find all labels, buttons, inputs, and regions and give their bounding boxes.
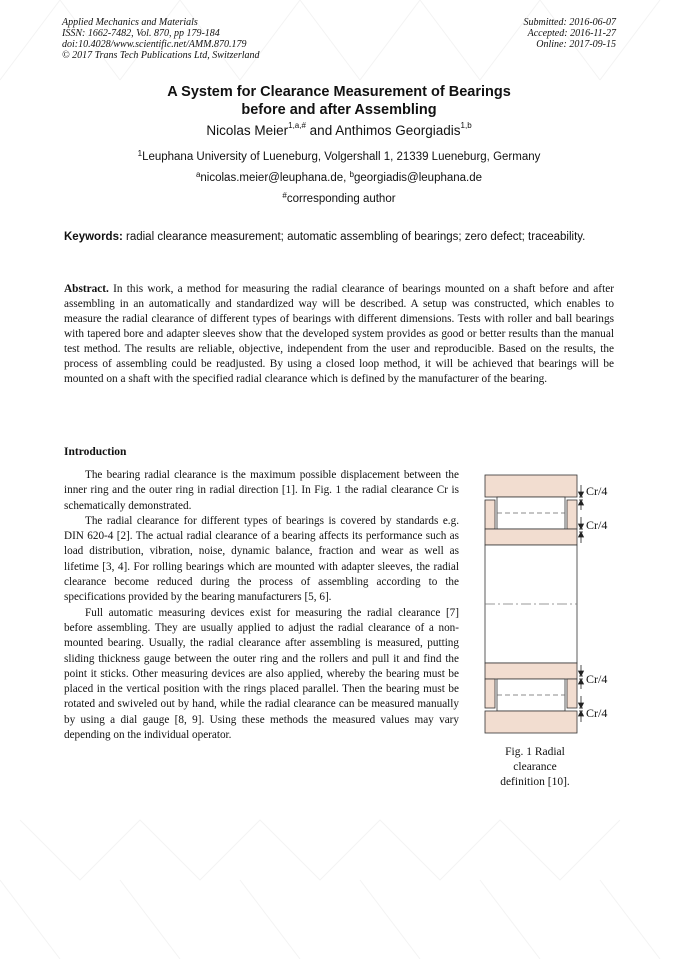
author-name: Nicolas Meier <box>206 123 289 138</box>
bearing-clearance-figure <box>483 473 623 735</box>
submitted-date: Submitted: 2016-06-07 <box>523 17 616 28</box>
clearance-label: Cr/4 <box>586 518 608 532</box>
dates-header <box>524 17 617 50</box>
section-heading: Introduction <box>64 446 127 458</box>
inner-ring-bottom <box>485 663 577 679</box>
author-name: Anthimos Georgiadis <box>335 123 461 138</box>
accepted-date: Accepted: 2016-11-27 <box>527 28 616 39</box>
email-link[interactable]: nicolas.meier@leuphana.de, <box>200 172 350 184</box>
inner-ring-flange <box>485 679 495 708</box>
figure-caption: Fig. 1 Radial clearance definition [10]. <box>500 746 570 788</box>
clearance-label: Cr/4 <box>586 484 608 498</box>
inner-ring-flange <box>567 679 577 708</box>
journal-issn: ISSN: 1662-7482, Vol. 870, pp 179-184 <box>62 28 220 39</box>
email-link[interactable]: georgiadis@leuphana.de <box>353 172 483 184</box>
outer-ring-top <box>485 475 577 497</box>
author-emails: $^a$nicolas.meier@leuphana.de, $^b$georgiadis@leuphana.de <box>195 170 483 184</box>
affiliation: $^1$Leuphana University of Lueneburg, Volgershall 1, 21339 Lueneburg, Germany <box>137 149 541 163</box>
inner-ring-flange <box>485 500 495 529</box>
paragraph: The radial clearance for different types of bearings is covered by standards e.g. DIN 620-4 [2]. The actual radial clearance of a bearing affects its performance such as load distribution, vibration, noise, dynamic balance, fraction and wear as well as lifetime [3, 4]. For rolling bearings which are mounted with adapter sleeves, the radial clearance become reduced during the process of assembling according to the specifications provided by the bearing manufacturers [5, 6]. <box>64 514 459 604</box>
inner-ring-top <box>485 529 577 545</box>
paragraph: The bearing radial clearance is the maximum possible displacement between the inner ring and the outer ring in radial direction [1]. In Fig. 1 the radial clearance Cr is schematically demonstrated. <box>64 469 459 512</box>
abstract: Abstract. In this work, a method for measuring the radial clearance of bearings mounted on a shaft before and after assembling in an automatically and standardized way will be described. A setup was constructed, which enables to measure the radial clearance of different types of bearings with different dimensions. Tests with roller and ball bearings with tapered bore and adapter sleeves show that the developed system provides as good or better results than the manual test method. The results are reliable, objective, independent from the user and reproducible. Based on the results, the process of assembling could be readjusted. By using a closed loop method, it will be achieved that bearings will be mounted on a shaft with the specified radial clearance which is defined by the manufacturer of the bearing. <box>64 283 614 385</box>
outer-ring-bottom <box>485 711 577 733</box>
introduction-body <box>64 468 459 743</box>
journal-name: Applied Mechanics and Materials <box>62 17 198 28</box>
inner-ring-flange <box>567 500 577 529</box>
keywords: Keywords: radial clearance measurement; automatic assembling of bearings; zero defect; traceability. <box>64 231 586 243</box>
clearance-label: Cr/4 <box>586 706 608 720</box>
journal-copyright: © 2017 Trans Tech Publications Ltd, Switzerland <box>62 50 260 61</box>
corresponding-note: #corresponding author <box>282 191 396 205</box>
paper-title: A System for Clearance Measurement of Bearings before and after Assembling <box>167 84 511 118</box>
author-list: Nicolas Meier$^{1,a,\#}$ and Anthimos Georgiadis$^{1,b}$ <box>206 121 472 138</box>
paragraph: Full automatic measuring devices exist for measuring the radial clearance [7] before assembling. They are usually applied to adjust the radial clearance of a non-mounted bearing. Usually, the radial clearance after assembling is measured, putting sliding thickness gauge between the outer ring and the rollers and pull it and find the point it sticks. Other measuring devices are also applied, whereby the bearing must be placed in the vertical position with the rings placed parallel. Then the bearing must be rotated and swiveled out by hand, while the radial clearance can be measured manually by using a dial gauge [8, 9]. Using these methods the measured values may vary depending on the individual operator. <box>64 606 459 742</box>
journal-doi: doi:10.4028/www.scientific.net/AMM.870.179 <box>62 39 247 50</box>
online-date: Online: 2017-09-15 <box>536 39 616 50</box>
clearance-label: Cr/4 <box>586 672 608 686</box>
journal-header <box>62 17 260 61</box>
